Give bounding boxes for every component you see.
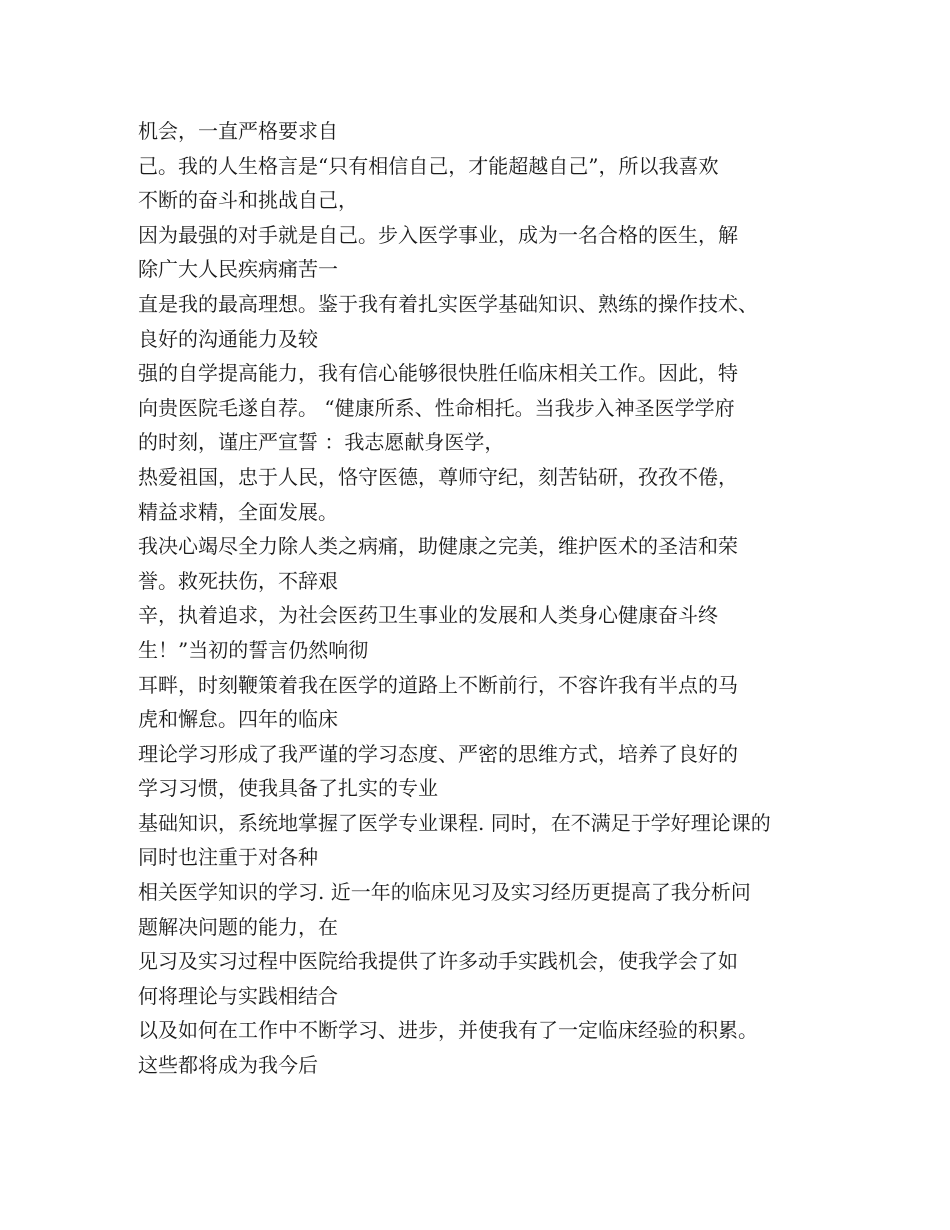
text-line-15: 辛，执着追求，为社会医药卫生事业的发展和人类身心健康奋斗终 [138, 603, 718, 628]
text-line-1: 机会，一直严格要求自 [138, 119, 338, 143]
text-line-2: 己。我的人生格言是“只有相信自己，才能超越自己”，所以我喜欢 [138, 153, 719, 178]
text-line-6: 直是我的最高理想。鉴于我有着扎实医学基础知识、熟练的操作技术、 [138, 291, 758, 316]
text-line-16: 生！”当初的誓言仍然响彻 [138, 637, 369, 662]
text-line-17: 耳畔，时刻鞭策着我在医学的道路上不断前行，不容许我有半点的马 [138, 672, 738, 697]
text-line-5: 除广大人民疾病痛苦一 [138, 257, 338, 282]
text-line-20: 学习习惯，使我具备了扎实的专业 [138, 776, 438, 801]
text-line-27: 以及如何在工作中不断学习、进步，并使我有了一定临床经验的积累。 [138, 1018, 758, 1043]
text-line-19: 理论学习形成了我严谨的学习态度、严密的思维方式，培养了良好的 [138, 741, 738, 766]
text-line-24: 题解决问题的能力，在 [138, 914, 338, 939]
text-line-9: 向贵医院毛遂自荐。 “健康所系、性命相托。当我步入神圣医学学府 [138, 395, 735, 420]
text-line-23: 相关医学知识的学习. 近一年的临床见习及实习经历更提高了我分析问 [138, 880, 751, 905]
text-line-13: 我决心竭尽全力除人类之病痛，助健康之完美，维护医术的圣洁和荣 [138, 534, 738, 559]
text-line-26: 何将理论与实践相结合 [138, 983, 338, 1008]
text-line-21: 基础知识，系统地掌握了医学专业课程. 同时，在不满足于学好理论课的 [138, 810, 771, 835]
text-line-22: 同时也注重于对各种 [138, 845, 318, 870]
text-line-28: 这些都将成为我今后 [138, 1053, 318, 1078]
text-line-14: 誉。救死扶伤，不辞艰 [138, 568, 338, 593]
text-line-7: 良好的沟通能力及较 [138, 326, 318, 351]
text-line-11: 热爱祖国，忠于人民，恪守医德，尊师守纪，刻苦钻研，孜孜不倦， [138, 464, 738, 489]
text-line-3: 不断的奋斗和挑战自己， [138, 188, 358, 213]
text-line-12: 精益求精，全面发展。 [138, 499, 338, 524]
body-text [138, 114, 838, 1083]
text-line-25: 见习及实习过程中医院给我提供了许多动手实践机会，使我学会了如 [138, 949, 738, 974]
text-line-4: 因为最强的对手就是自己。步入医学事业，成为一名合格的医生，解 [138, 222, 738, 247]
text-line-18: 虎和懈怠。四年的临床 [138, 707, 338, 732]
text-line-8: 强的自学提高能力，我有信心能够很快胜任临床相关工作。因此，特 [138, 361, 738, 386]
text-line-10: 的时刻，谨庄严宣誓 ：我志愿献身医学， [138, 430, 505, 455]
